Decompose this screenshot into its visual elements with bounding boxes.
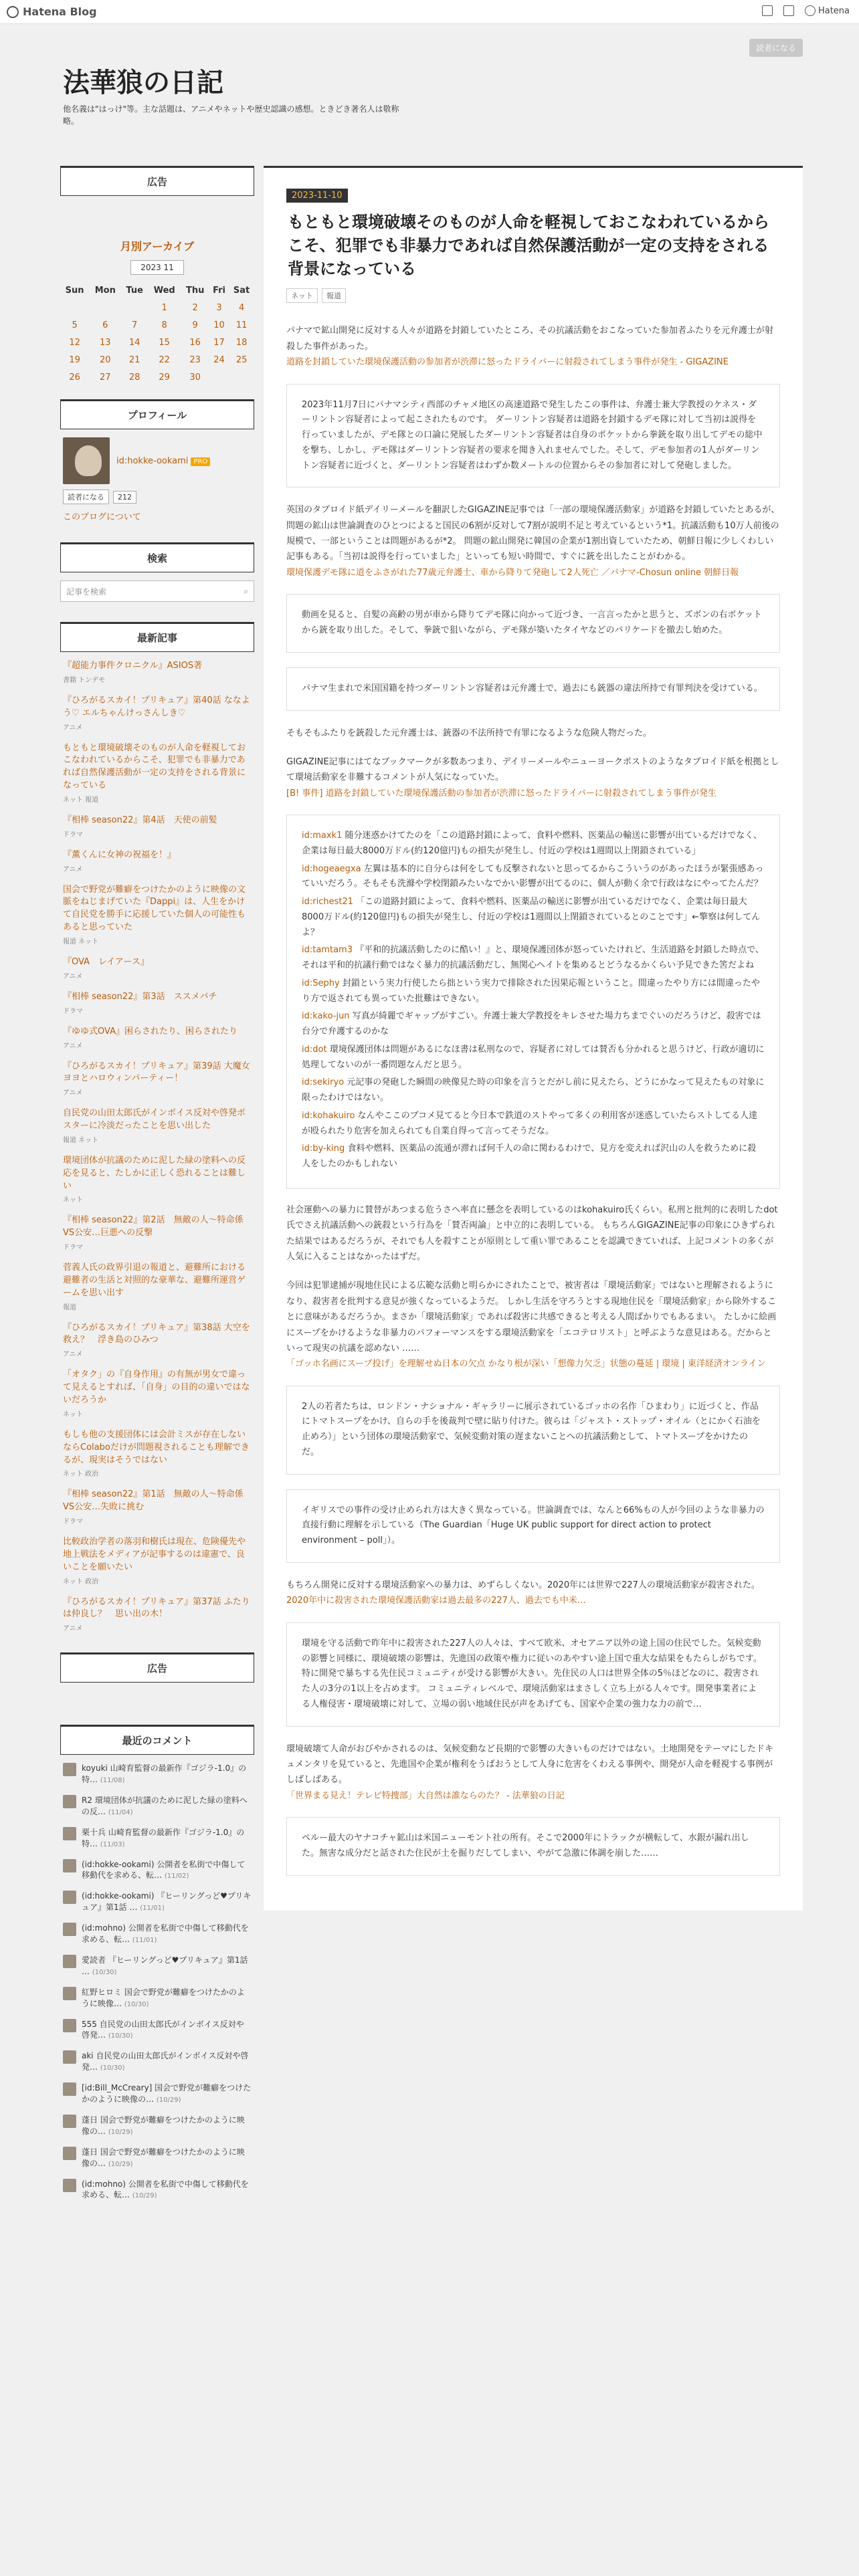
quote: ペルー最大のヤナコチャ鉱山は米国ニューモント社の所有。そこで2000年にトラックが横転して、水銀が漏れ出した。無害な成分だと話された住民が土を掘りだしてしまい、やがて急激に体調を崩した…… <box>286 1817 780 1876</box>
calendar-day[interactable]: 6 <box>102 320 108 330</box>
link[interactable]: 「ゴッホ名画にスープ投げ」を理解せぬ日本の欠点 かなり根が深い「想像力欠乏」状態の蔓延 | 環境 | 東洋経済オンライン <box>286 1359 766 1370</box>
link[interactable]: 「世界まる見え！テレビ特捜部」大自然は誰ならのた？ - 法華狼の日記 <box>286 1790 565 1801</box>
recent-entry-link[interactable]: 『相棒 season22』第1話 無敵の人〜特命係VS公安…失敗に挑む <box>63 1489 244 1513</box>
hatena-blog-logo[interactable]: Hatena Blog <box>7 5 97 18</box>
search-title: 検索 <box>60 542 254 572</box>
calendar-day[interactable]: 28 <box>128 372 140 383</box>
recent-entry-link[interactable]: 『ゆゆ式OVA』困らされたり、困らされたり <box>63 1026 237 1037</box>
recent-entry-link[interactable]: 『相棒 season22』第3話 ススメバチ <box>63 991 217 1002</box>
comment-item[interactable]: (id:hokke-ookami) 公開者を私街で中傷して移動代を求める、転… (11/02) <box>63 1859 252 1882</box>
calendar-day <box>209 368 229 386</box>
hatena-logo-icon <box>7 6 19 18</box>
quote: 動画を見ると、自髪の高齢の男が車から降りてデモ隊に向かって近づき、一言言ったかと思うと、ズボンの右ポケットから銃を取り出した。そして、拳銃で狙いながら、デモ隊が築いたタイヤなどのバリケードを撤去し始めた。 <box>286 594 780 653</box>
commenter-avatar-icon <box>63 2019 76 2032</box>
recent-entry-link[interactable]: 「オタク」の『自身作用』の有無が男女で違って見えるとすれば、「自身」の目的の違いではないだろうか <box>63 1370 250 1405</box>
recent-entry-link[interactable]: 環境団体が抗議のために泥した緑の塗料への反応を見ると、たしかに正しく恐れることは難しい <box>63 1155 246 1191</box>
recent-entry-link[interactable]: 『薫くんに女神の祝福を！』 <box>63 849 177 860</box>
calendar-day <box>229 368 254 386</box>
calendar-day[interactable]: 11 <box>235 320 248 330</box>
paragraph: 今回は犯罪逮捕が現地住民による広範な活動と明らかにされたことで、被害者は「環境活動家」ではないと理解されるようになり、殺害者を批判する意見が強くなっているようだ。 しかし生活を守ろうとする現地住民を「環境活動家」から除外することに意味があるだろうか。まさか「環境活動家」であれば殺害に共感できると考える人間ばかりでもあるまい。 たしかに絵画にスープをかけるような非暴力のパフォーマンスをする環境活動家を「エコテロリスト」と呼ぶような意見はある。だからといって現実の抗議を認めない …… 「ゴッホ名画にスープ投げ」を理解せぬ日本の欠点 かなり根が深い「想像力欠乏」状態の蔓延 | 環境 | 東洋経済オンライン <box>286 1281 777 1370</box>
comment-item[interactable]: (id:mohno) 公開者を私街で中傷して移動代を求める、転… (10/29) <box>63 2179 252 2202</box>
weekday-header: Sat <box>233 285 250 296</box>
recent-entry-link[interactable]: 『ひろがるスカイ！プリキュア』第37話 ふたりは仲良し？ 思い出の木！ <box>63 1596 250 1620</box>
paragraph: パナマで鉱山開発に反対する人々が道路を封鎖していたところ、その抗議活動をおこなっていた参加者ふたりを元弁護士が射殺した事件があった。 道路を封鎖していた環境保護活動の参加者が渋滞に怒ったドライバーに射殺されてしまう事件が発生 - GIGAZINE <box>286 326 774 368</box>
recent-entry-categories: アニメ <box>63 1625 83 1633</box>
quote: イギリスでの事件の受け止められ方は大きく異なっている。世論調査では、なんと66%もの人が今回のような非暴力の直接行動に理解を示している（The Guardian「Huge UK public support for direct action to protect environment – poll」）。 <box>286 1489 780 1563</box>
bookmark-user-link[interactable]: id:dot <box>302 1044 327 1055</box>
avatar[interactable] <box>63 437 110 484</box>
link[interactable]: 環境保護デモ隊に道をふさがれた77歳元弁護士、車から降りて発砲して2人死亡 ／パナマ-Chosun online 朝鮮日報 <box>286 567 739 578</box>
calendar-day[interactable]: 8 <box>161 320 167 330</box>
recent-entry-categories: ネット <box>63 1410 83 1418</box>
calendar-day[interactable]: 15 <box>159 337 170 348</box>
weekday-header: Mon <box>94 285 116 296</box>
weekday-header: Tue <box>126 285 143 296</box>
calendar-day[interactable]: 17 <box>213 337 225 348</box>
recent-entry-categories: ドラマ <box>63 1007 83 1015</box>
paragraph: 社会運動への暴力に賛替があつまる危うさへ率直に懸念を表明しているのはkohakuiro氏くらい。私刑と批判的に表明したdot氏でさえ抗議活動への銃殺という行為を「賛否両論」と中立的に表明している。 もちろんGIGAZINE記事の印象にひきずられた結果ではあるだろうが、それでも人を殺すことが原則として重い罪であることを認識できていれば、上記コメントの多くが人気に入ることはなかったはずだ。 <box>286 1204 778 1262</box>
calendar-day[interactable]: 4 <box>238 302 245 313</box>
recent-entry-categories: アニメ <box>63 724 83 732</box>
recent-entry-categories: ネット 政治 <box>63 1578 99 1586</box>
calendar-day[interactable]: 12 <box>69 337 80 348</box>
recent-title: 最新記事 <box>60 622 254 652</box>
ad-title-2: 広告 <box>60 1652 254 1683</box>
bookmark-user-link[interactable]: id:sekiryo <box>302 1077 345 1088</box>
commenter-avatar-icon <box>63 1955 76 1968</box>
calendar-day[interactable]: 30 <box>189 372 201 383</box>
paragraph: 英国のタブロイド紙デイリーメールを翻訳したGIGAZINE記事では「一部の環境保護活動家」が道路を封鎖していたとあるが、問題の鉱山は世論調査のひとつによると国民の6割が反対して7割が説明不足と考えているという*1。抗議活動も10万人前後の規模で、一部ということは問題があるが*2。 問題の鉱山開発に韓国の企業が1割出資していたため、朝鮮日報に少しくわしい記事もある。「当初は説得を行っていました」といっても短い時間で、すぐに銃を出したことがわかる。 環境保護デモ隊に道をふさがれた77歳元弁護士、車から降りて発砲して2人死亡 ／パナマ-Chosun online 朝鮮日報 <box>286 505 780 578</box>
bookmark-user-link[interactable]: id:richest21 <box>302 897 353 907</box>
calendar-day[interactable]: 7 <box>132 320 138 330</box>
calendar-day[interactable]: 9 <box>192 320 198 330</box>
category-tag[interactable]: ネット <box>286 288 318 303</box>
comments-module <box>60 1725 254 2201</box>
ad-module <box>60 166 254 226</box>
calendar-day[interactable]: 24 <box>213 354 225 365</box>
profile-module <box>60 399 254 522</box>
paragraph: GIGAZINE記事にはてなブックマークが多数あつまり、デイリーメールやニューヨークポストのようなタブロイド紙を根拠として環境活動家を非難するコメントが人気になっていた。 [B! 事件] 道路を封鎖していた環境保護活動の参加者が渋滞に怒ったドライバーに射殺されてしまう事件が発生 <box>286 756 779 798</box>
comment-item[interactable]: (id:hokke-ookami) 『ヒーリングっど♥プリキュア』第1話 … (11/01) <box>63 1891 252 1913</box>
weekday-header: Wed <box>153 285 175 296</box>
bookmark-comment: id:hogeaegxa 左翼は基本的に自分らは何をしても反撃されないと思ってるからこういうのがあったほうが緊張感あっていいだろう。そもそも洗滌や学校閉鎖みたいなでかい影響が出てるのに、個人が動く余で行政はなにやってたんだ？ <box>302 863 764 889</box>
recent-entry-categories: 書籍 トンデモ <box>63 676 106 684</box>
entry <box>264 166 803 1911</box>
recent-entry-categories: 報道 <box>63 1303 76 1311</box>
quote: パナマ生まれで米国国籍を持つダーリントン容疑者は元弁護士で、過去にも銃器の違法所持で有罪判決を受けている。 <box>286 667 780 711</box>
recent-entry-categories: アニメ <box>63 1042 83 1050</box>
bookmark-comment: id:dot 環境保護団体は問題があるになほ書は私刑なので、容疑者に対しては賛否も分かれると思うけど、行政が適切に処理してないのが一番問題なんだと思う。 <box>302 1044 765 1070</box>
quote: 2人の若者たちは、ロンドン・ナショナル・ギャラリーに展示されているゴッホの名作「ひまわり」に近づくと、作品にトマトスープをかけ、自らの手を後裁判で壁に貼り付けた。彼らは「ジャスト・ストップ・オイル（とにかく石油を止めろ）」という団体の環境活動家で、気候変動対策の遅まないことへの抗議活動として、トマトスープをかけたのだ。 <box>286 1386 780 1475</box>
bookmark-comment: id:kohakuiro なんやここのブコメ見てると今日本で鉄道のストやって多くの利用客が迷惑していたらストしてる人達が殴られたり危害を加えられても自業自得って言ってそうだな。 <box>302 1110 757 1136</box>
archive-module <box>60 238 254 386</box>
paragraph: 環境破壊て人命がおびやかされるのは、気候変動など長期的で影響の大きいものだけではない。土地開発をテーマにしたドキュメンタリを見ていると、先進国や企業が権利をうばおうとして人身に危害をくわえる事例や、開発が人命を軽視する事例がしばしばある。 「世界まる見え！テレビ特捜部」大自然は誰ならのた？ - 法華狼の日記 <box>286 1743 774 1801</box>
recent-entry-categories: 報道 ネット <box>63 1136 99 1144</box>
comment-item[interactable]: 紅野ヒロミ 国会で野党が難癖をつけたかのように映像… (10/30) <box>63 1987 252 2010</box>
recent-entry-link[interactable]: 『相棒 season22』第4話 天使の前髪 <box>63 815 217 825</box>
quote: 2023年11月7日にパナマシティ西部のチャメ地区の高速道路で発生したこの事件は、弁護士兼大学教授のケネス・ダーリントン容疑者によって起こされたものです。 ダーリントン容疑者は道路を封鎖するデモ隊に対して当初は説得を行っていましたが、デモ隊との口論に発展したダーリントン容疑者は自身のポケットから拳銃を取り出してデモの総中を撃ち、しかし、デモ隊はダーリントン容疑者の要求を聞き入れませんでした。そして、デモ参加者の1人がダーリントン容疑者に近づくと、ダーリントン容疑者はわずか数メートルの位置からその参加者に対して発砲しました。 <box>286 384 780 488</box>
calendar-day[interactable]: 23 <box>189 354 201 365</box>
calendar-day[interactable]: 1 <box>161 302 167 313</box>
recent-entry-categories: ドラマ <box>63 831 83 839</box>
calendar-day[interactable]: 2 <box>192 302 198 313</box>
about-blog-link[interactable]: このブログについて <box>63 512 141 522</box>
recent-entry-categories: ドラマ <box>63 1518 83 1526</box>
calendar-day[interactable]: 14 <box>128 337 140 348</box>
comment-item[interactable]: koyuki 山崎育監督の最新作『ゴジラ-1.0』の特… (11/08) <box>63 1763 252 1786</box>
archive-title: 月別アーカイブ <box>120 240 195 253</box>
top-tools <box>762 5 850 16</box>
dashboard-icon <box>783 5 794 16</box>
recent-entry-categories: アニメ <box>63 1351 83 1359</box>
pro-badge: PRO <box>191 457 210 466</box>
bookmark-comment: id:sekiryo 元記事の発砲した瞬間の映像見た時の印象を言うとだがし前に見えたら、どうにかなって見えたもの対象に限ったわけではない。 <box>302 1077 765 1103</box>
link[interactable]: [B! 事件] 道路を封鎖していた環境保護活動の参加者が渋滞に怒ったドライバーに射殺されてしまう事件が発生 <box>286 788 717 798</box>
calendar-day[interactable]: 27 <box>100 372 111 383</box>
comments-title: 最近のコメント <box>60 1725 254 1755</box>
top-bar <box>0 0 859 24</box>
commenter-avatar-icon <box>63 2050 76 2064</box>
bookmark-comment: id:maxk1 随分迷惑かけてたのを「この道路封鎖によって、食料や燃料、医薬品の輸送に影響が出ているだけでなく、企業は毎日最大8000万ドル(約120億円)もの損失が発生し、付近の学校は1週間以上閉鎖されている」 <box>302 831 762 856</box>
entry-title[interactable]: もともと環境破壊そのものが人命を軽視しておこなわれているからこそ、犯罪でも非暴力であれば自然保護活動が一定の支持をされる背景になっている <box>288 213 769 278</box>
calendar-day[interactable]: 25 <box>235 354 248 365</box>
category-tag[interactable]: 報道 <box>322 288 346 303</box>
blog-header <box>60 24 803 138</box>
recent-entry-link[interactable]: 菅義人氏の政界引退の報道と、避難所における避難者の生活と対照的な豪華な、避難所運営ゲームを思い出す <box>63 1263 246 1298</box>
link[interactable]: 2020年中に殺害された環境保護活動家は過去最多の227人、過去でも中米… <box>286 1596 586 1606</box>
recent-entry-categories: アニメ <box>63 1089 83 1097</box>
entry-date[interactable]: 2023-11-10 <box>286 189 348 203</box>
recent-entry-link[interactable]: 『ひろがるスカイ！プリキュア』第39話 大魔女ヨヨとハロウィンパーティー！ <box>63 1061 250 1084</box>
commenter-avatar-icon <box>63 2115 76 2128</box>
recent-entry-categories: ネット 報道 <box>63 796 99 804</box>
account-button[interactable]: Hatena <box>805 5 850 16</box>
calendar-day <box>89 299 121 316</box>
recent-entry-categories: アニメ <box>63 972 83 980</box>
calendar-day[interactable]: 5 <box>72 320 78 330</box>
commenter-avatar-icon <box>63 1795 76 1808</box>
bookmark-comment: id:kako-jun 写真が綺麗でギャップがすごい。弁護士兼大学教授をキレさせた場力ちまでぐいのだろうけど、殺害では台分で弁護するのかな <box>302 1011 761 1037</box>
commenter-avatar-icon <box>63 1859 76 1872</box>
comment-item[interactable]: (id:mohno) 公開者を私街で中傷して移動代を求める、転… (11/01) <box>63 1923 252 1945</box>
bookmark-user-link[interactable]: id:kohakuiro <box>302 1110 355 1121</box>
entry-categories <box>286 288 780 303</box>
comment-item[interactable]: 555 自民党の山田太郎氏がインボイス反対や啓発… (10/30) <box>63 2019 252 2042</box>
write-button[interactable] <box>762 5 773 16</box>
recent-entry-categories: ネット <box>63 1196 83 1204</box>
recent-entry-link[interactable]: 『相棒 season22』第2話 無敵の人〜特命係VS公安…巨悪への反撃 <box>63 1215 244 1239</box>
calendar-day <box>121 299 148 316</box>
bookmark-user-link[interactable]: id:maxk1 <box>302 831 343 841</box>
bookmark-comment: id:richest21 「この道路封鎖によって、食料や燃料、医薬品の輸送に影響が出ているだけでなく、企業は毎日最大8000万ドル(約120億円)もの損失が発生し、付近の学校は1週間以上閉鎖されているとのことです」←擎察は何してんよ？ <box>302 897 761 938</box>
ad-title: 広告 <box>60 166 254 196</box>
recent-entry-link[interactable]: 『ひろがるスカイ！プリキュア』第40話 ななよう♡ エルちゃんけっさんしき♡ <box>63 695 250 718</box>
bookmark-comments <box>286 815 780 1189</box>
weekday-header: Fri <box>213 285 225 296</box>
bookmark-comment: id:by-king 食料や燃料、医薬品の流通が滞れば何千人の命に関わるわけで、見方を変えれば沢山の人を救うために殺人をしたのかもしれない <box>302 1144 757 1170</box>
commenter-avatar-icon <box>63 1827 76 1840</box>
commenter-avatar-icon <box>63 1763 76 1776</box>
search-input[interactable]: 記事を検索 ⌕ <box>60 580 254 602</box>
calendar-day[interactable]: 13 <box>100 337 111 348</box>
bookmark-user-link[interactable]: id:tamtam3 <box>302 945 353 956</box>
commenter-avatar-icon <box>63 1923 76 1936</box>
comment-item[interactable]: [id:Bill_McCreary] 国会で野党が難癖をつけたかのように映像の… (10/29) <box>63 2082 252 2105</box>
calendar-day[interactable]: 22 <box>159 354 170 365</box>
recent-entry-categories: 報道 ネット <box>63 938 99 946</box>
pencil-icon <box>762 5 773 16</box>
calendar-day[interactable]: 21 <box>128 354 140 365</box>
bookmark-comment: id:tamtam3 『平和的抗議活動したのに酷い！』と、環境保護団体が怒っていたけれど、生活道路を封鎖した時点で、それは平和的抗議行動ではなく暴力的抗議活動だし、無関心へイトを集めるとどうなるかくらい予見できた筈だよね <box>302 945 764 971</box>
weekday-header: Thu <box>185 285 205 296</box>
commenter-avatar-icon <box>63 1891 76 1904</box>
comment-item[interactable]: 蓬日 国会で野党が難癖をつけたかのように映像の… (10/29) <box>63 2115 252 2137</box>
search-icon[interactable]: ⌕ <box>244 586 248 596</box>
calendar-day <box>60 299 89 316</box>
recent-entry-categories: ドラマ <box>63 1244 83 1252</box>
calendar-day[interactable]: 16 <box>189 337 201 348</box>
bookmark-user-link[interactable]: id:by-king <box>302 1144 345 1154</box>
bookmark-user-link[interactable]: id:kako-jun <box>302 1011 350 1022</box>
commenter-avatar-icon <box>63 1987 76 2000</box>
calendar-day[interactable]: 19 <box>69 354 80 365</box>
bookmark-user-link[interactable]: id:Sephy <box>302 978 340 988</box>
calendar-day[interactable]: 18 <box>235 337 248 348</box>
search-module <box>60 542 254 602</box>
commenter-avatar-icon <box>63 2147 76 2160</box>
bookmark-comment: id:Sephy 封鎖という実力行使したら拙という実力で排除された因果応報ということ。間違ったやり方には間違ったやり方で返されても異っていた批難はできない。 <box>302 978 760 1004</box>
link[interactable]: 道路を封鎖していた環境保護活動の参加者が渋滞に怒ったドライバーに射殺されてしまう事件が発生 - GIGAZINE <box>286 357 729 368</box>
calendar-day[interactable]: 3 <box>216 302 222 313</box>
entry-body <box>286 323 780 1875</box>
weekday-header: Sun <box>65 285 84 296</box>
recent-entry-link[interactable]: 『超能力事件クロニクル』ASIOS著 <box>63 661 203 671</box>
paragraph: そもそもふたりを銃殺した元弁護士は、銃器の不法所持で有罪になるような危険人物だった。 <box>286 728 652 738</box>
comment-item[interactable]: R2 環境団体が抗議のために泥した緑の塗料への反… (11/04) <box>63 1795 252 1818</box>
profile-title: プロフィール <box>60 399 254 429</box>
subscribe-button[interactable]: 読者になる <box>749 39 803 57</box>
recent-entry-link[interactable]: 国会で野党が難癖をつけたかのように映像の文脈をねじまげていた『Dappi』は、人生をかけて自民党を勝手に応援していた個人の可能性もあると思っていた <box>63 884 246 933</box>
profile-subscribe[interactable]: 読者になる 212 <box>63 490 136 504</box>
calendar-day[interactable]: 10 <box>213 320 225 330</box>
comment-item[interactable]: 栗十兵 山崎育監督の最新作『ゴジラ-1.0』の特… (11/03) <box>63 1827 252 1850</box>
month-select[interactable]: 2023 11 <box>130 260 184 275</box>
calendar <box>60 282 254 386</box>
recent-entry-link[interactable]: 『OVA レイアース』 <box>63 956 149 967</box>
commenter-avatar-icon <box>63 2179 76 2192</box>
blog-title[interactable]: 法華狼の日記 <box>63 67 223 98</box>
recent-entry-categories: ネット 政治 <box>63 1471 99 1479</box>
commenter-avatar-icon <box>63 2082 76 2096</box>
calendar-day[interactable]: 20 <box>100 354 111 365</box>
recent-entry-link[interactable]: もしも他の支援団体には会計ミスが存在しないならColaboだけが問題視されることも理解できるが、現実はそうではない <box>63 1429 250 1465</box>
quote: 環境を守る活動で昨年中に殺害された227人の人々は、すべて欧米、オセアニア以外の途上国の住民でした。気候変動の影響と同様に、環境破壊の影響は、先進国の政策や権力に従いのあやすい途上国で重大な結果をもたらしがちです。特に開発で暴ちする先住民コミュニティが受ける影響が大きい。先住民の人口は世界全体の5％ほどなのに、殺害された人の3分の1以上を占めます。 コミュニティレベルで、環境活動家はまさしく立ち上がる人々です。開発事業者による人権侵害・環境破壊に対して、立場の弱い地域住民が声をあげても、国家や企業の強力な力の前で… <box>286 1622 780 1727</box>
ad-module-2 <box>60 1652 254 1713</box>
blog-description: 他名義は"はっけ"等。主な話題は、アニメやネットや歴史認識の感想。ときどき著名人は敬称略。 <box>63 104 399 126</box>
recent-module <box>60 622 254 1632</box>
recent-entry-link[interactable]: もともと環境破壊そのものが人命を軽視しておこなわれているからこそ、犯罪でも非暴力であれば自然保護活動が一定の支持をされる背景になっている <box>63 742 246 791</box>
comment-item[interactable]: 蓬日 国会で野党が難癖をつけたかのように映像の… (10/29) <box>63 2147 252 2169</box>
bookmark-user-link[interactable]: id:hogeaegxa <box>302 863 361 874</box>
manage-button[interactable] <box>783 5 794 16</box>
recent-entry-categories: アニメ <box>63 865 83 873</box>
paragraph: もちろん開発に反対する環境活動家への暴力は、めずらしくない。2020年には世界で227人の環境活動家が殺害された。 2020年中に殺害された環境保護活動家は過去最多の227人、過去でも中米… <box>286 1580 760 1606</box>
recent-entry-link[interactable]: 『ひろがるスカイ！プリキュア』第38話 大空を救え？ 浮き島のひみつ <box>63 1322 250 1346</box>
recent-entry-link[interactable]: 比較政治学者の落羽和樹氏は現在、危険優先や地上戦法をメディアが記事するのは違憲で、良いことを願いたい <box>63 1537 246 1572</box>
comment-item[interactable]: 愛読者 『ヒーリングっど♥プリキュア』第1話 … (10/30) <box>63 1955 252 1977</box>
calendar-day[interactable]: 26 <box>69 372 80 383</box>
profile-id-link[interactable]: id:hokke-ookami <box>116 455 189 466</box>
recent-entry-link[interactable]: 自民党の山田太郎氏がインボイス反対や啓発ポスターに冷淡だったことを思い出した <box>63 1108 246 1132</box>
comment-item[interactable]: aki 自民党の山田太郎氏がインボイス反対や啓発… (10/30) <box>63 2050 252 2073</box>
calendar-day[interactable]: 29 <box>159 372 170 383</box>
sidebar <box>60 166 254 2213</box>
user-icon <box>805 5 816 16</box>
